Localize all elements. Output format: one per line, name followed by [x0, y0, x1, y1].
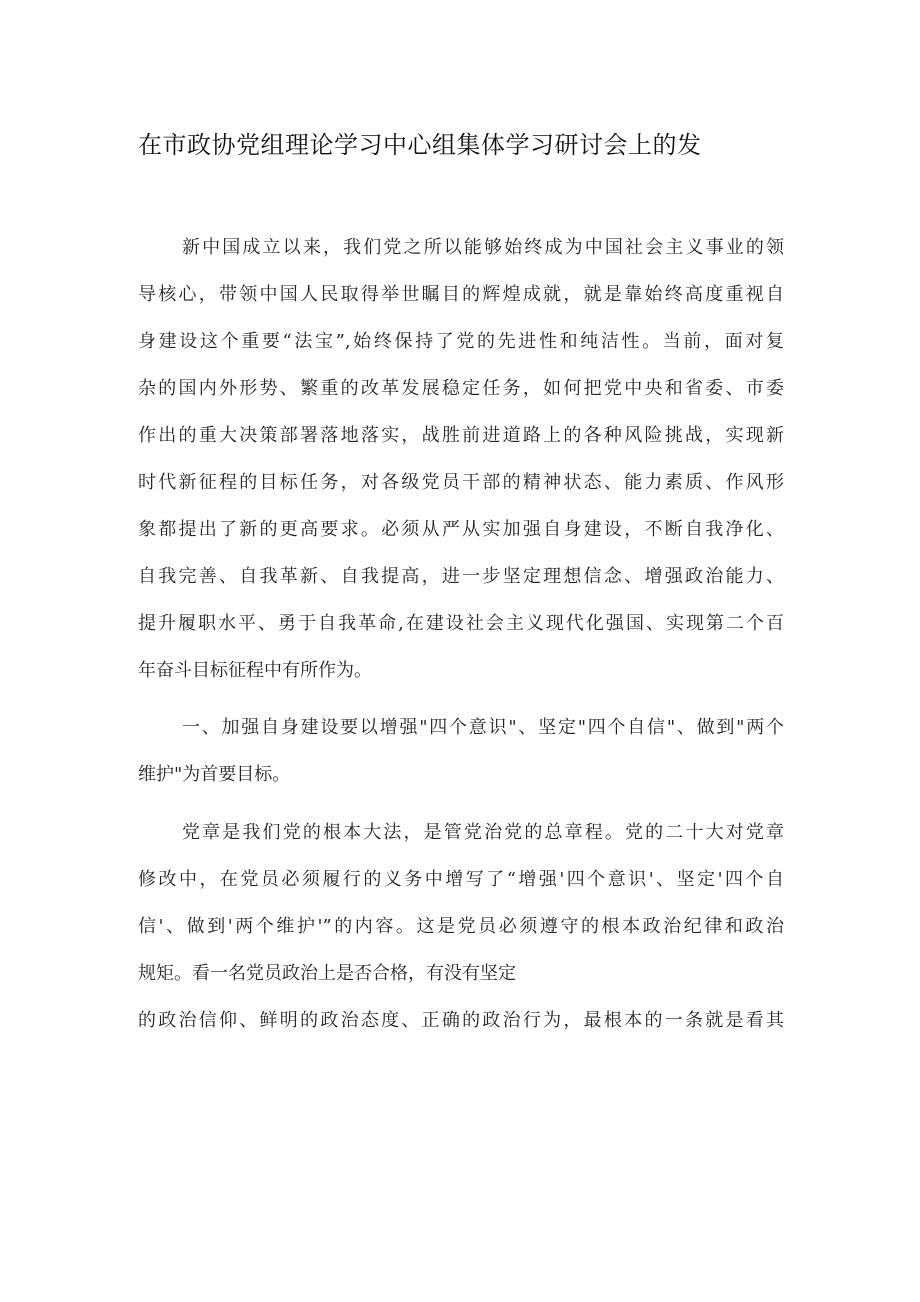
section-heading-line: 一、加强自身建设要以增强"四个意识"、坚定"四个自信"、做到"两个: [182, 717, 784, 738]
paragraph-line: 的政治信仰、鲜明的政治态度、正确的政治行为，最根本的一条就是看其: [138, 1010, 784, 1031]
document-title: 在市政协党组理论学习中心组集体学习研讨会上的发: [138, 131, 702, 159]
paragraph-line: 象都提出了新的更高要求。必须从严从实加强自身建设，不断自我净化、: [138, 519, 784, 540]
paragraph-line: 信'、做到'两个维护'”的内容。这是党员必须遵守的根本政治纪律和政治: [138, 916, 784, 937]
paragraph-line: 导核心，带领中国人民取得举世瞩目的辉煌成就，就是靠始终高度重视自: [138, 284, 784, 305]
paragraph-line: 杂的国内外形势、繁重的改革发展稳定任务，如何把党中央和省委、市委: [138, 378, 784, 399]
section-heading-line: 维护"为首要目标。: [138, 764, 291, 785]
paragraph-line: 年奋斗目标征程中有所作为。: [138, 660, 372, 681]
paragraph-line: 作出的重大决策部署落地落实，战胜前进道路上的各种风险挑战，实现新: [138, 425, 784, 446]
paragraph-line: 规矩。看一名党员政治上是否合格，有没有坚定: [138, 963, 516, 984]
paragraph-line: 修改中，在党员必须履行的义务中增写了“增强'四个意识'、坚定'四个自: [138, 869, 784, 890]
paragraph-line: 自我完善、自我革新、自我提高，进一步坚定理想信念、增强政治能力、: [138, 566, 784, 587]
paragraph-line: 时代新征程的目标任务，对各级党员干部的精神状态、能力素质、作风形: [138, 472, 784, 493]
paragraph-line: 提升履职水平、勇于自我革命,在建设社会主义现代化强国、实现第二个百: [138, 613, 784, 634]
paragraph-line: 党章是我们党的根本大法，是管党治党的总章程。党的二十大对党章: [182, 822, 784, 843]
paragraph-line: 新中国成立以来，我们党之所以能够始终成为中国社会主义事业的领: [182, 237, 784, 258]
paragraph-line: 身建设这个重要“法宝”,始终保持了党的先进性和纯洁性。当前，面对复: [138, 331, 784, 352]
